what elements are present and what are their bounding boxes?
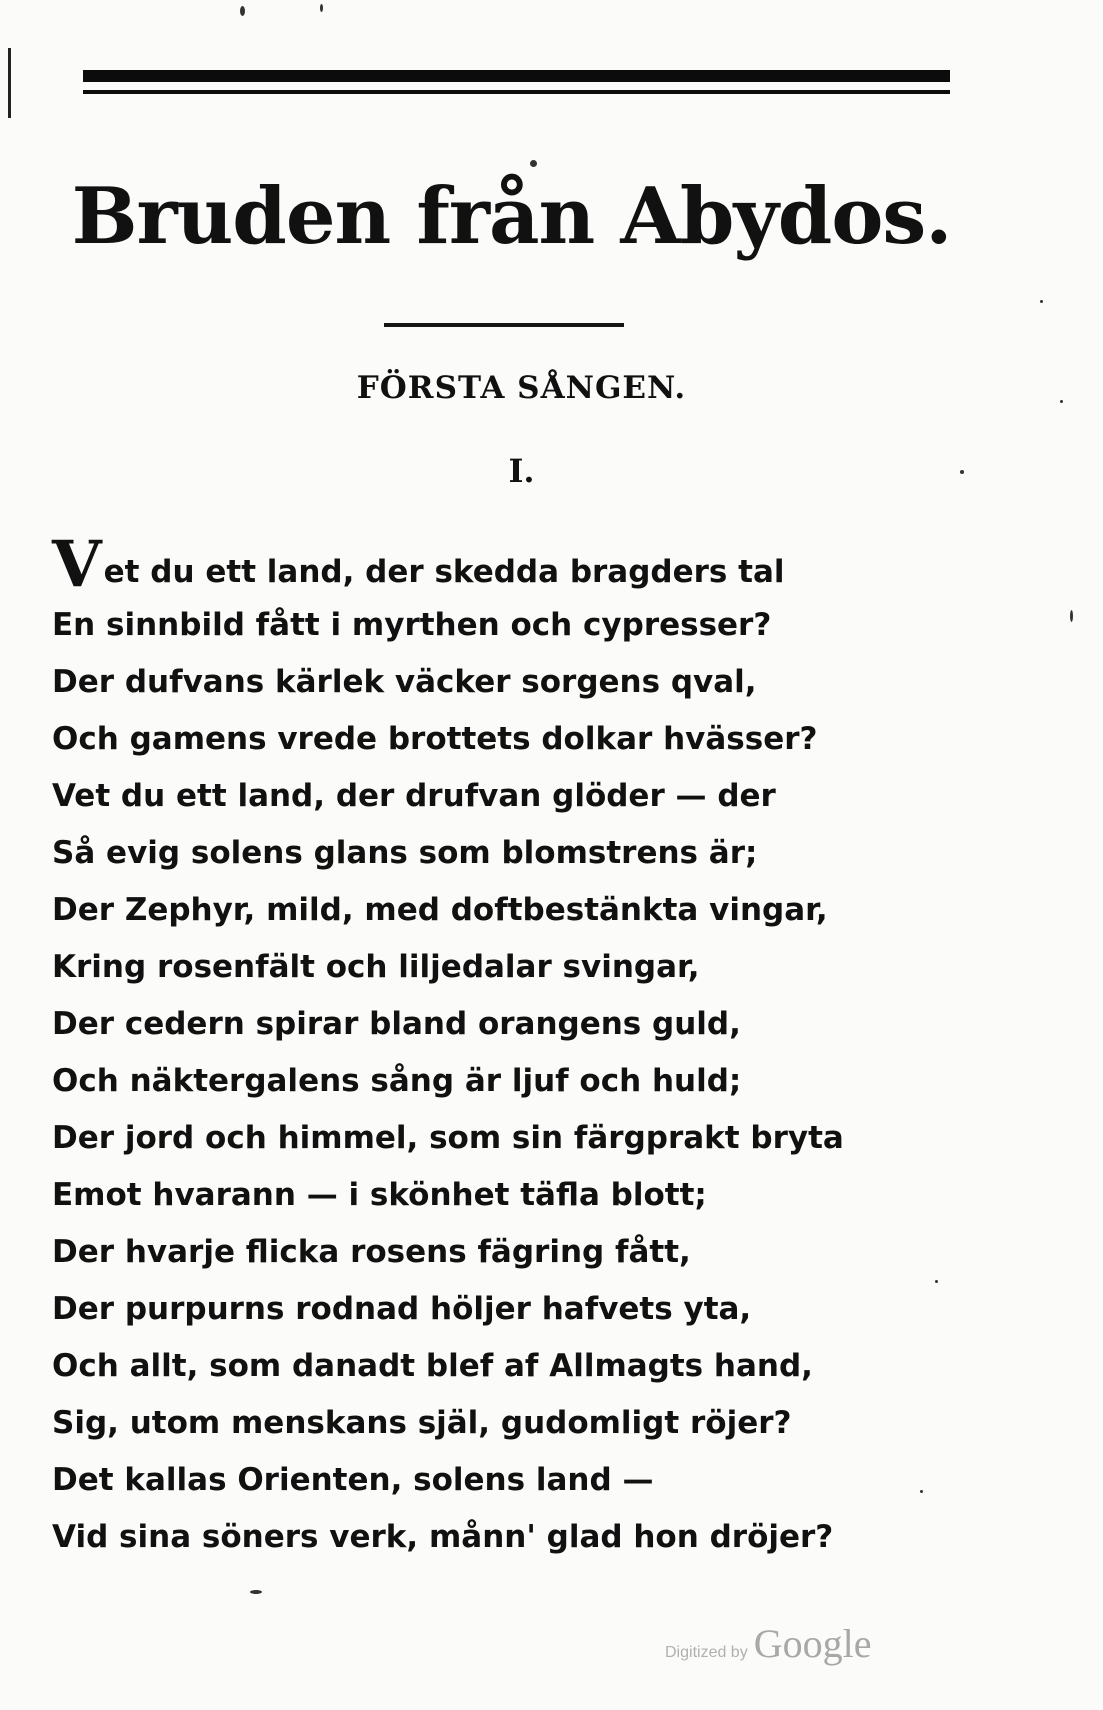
poem-line: Der cedern spirar bland orangens guld, [52, 1006, 741, 1042]
scan-speck [935, 1280, 938, 1283]
scan-speck [920, 1490, 923, 1493]
poem-line: Der purpurns rodnad höljer hafvets yta, [52, 1291, 752, 1327]
poem-line: Och allt, som danadt blef af Allmagts hand, [52, 1348, 813, 1384]
poem-line: Så evig solens glans som blomstrens är; [52, 835, 758, 871]
poem-line: Kring rosenfält och liljedalar svingar, [52, 949, 700, 985]
scan-speck [530, 160, 537, 167]
page-edge-mark [8, 48, 11, 118]
poem-line: Och gamens vrede brottets dolkar hvässer? [52, 721, 818, 757]
drop-cap: V [52, 527, 102, 602]
poem-line: Der Zephyr, mild, med doftbestänkta vingar, [52, 892, 828, 928]
poem-line: Och näktergalens sång är ljuf och huld; [52, 1063, 742, 1099]
scan-speck [1040, 300, 1043, 303]
poem-line: Der jord och himmel, som sin färgprakt bryta [52, 1120, 844, 1156]
canto-heading: FÖRSTA SÅNGEN. [356, 370, 687, 406]
scan-speck [240, 6, 245, 16]
poem-line: Der hvarje flicka rosens fägring fått, [52, 1234, 691, 1270]
scan-speck [250, 1590, 262, 1594]
scan-speck [320, 4, 323, 12]
section-number: I. [508, 452, 535, 490]
header-rule-thick [83, 70, 950, 82]
poem-line: En sinnbild fått i myrthen och cypresser? [52, 607, 772, 643]
header-rule-thin [83, 90, 950, 94]
scan-speck [960, 470, 964, 474]
digitization-watermark [665, 1620, 871, 1667]
poem-body [52, 527, 952, 1566]
poem-line: Sig, utom menskans själ, gudomligt röjer? [52, 1405, 792, 1441]
poem-line: Emot hvarann — i skönhet täfla blott; [52, 1177, 707, 1213]
poem-line: Der dufvans kärlek väcker sorgens qval, [52, 664, 757, 700]
poem-line-text: et du ett land, der skedda bragders tal [103, 554, 785, 590]
poem-line: Vet du ett land, der drufvan glöder — der [52, 778, 776, 814]
scan-speck [1060, 400, 1063, 403]
poem-line: Vid sina söners verk, månn' glad hon dröjer? [52, 1519, 834, 1555]
watermark-logo: Google [753, 1621, 872, 1666]
watermark-caption: Digitized by [665, 1644, 748, 1661]
title-divider [384, 323, 624, 327]
scan-speck [1070, 610, 1073, 622]
poem-line-first [52, 527, 952, 602]
poem-line: Det kallas Orienten, solens land — [52, 1462, 654, 1498]
page-title: Bruden från Abydos. [71, 171, 952, 262]
